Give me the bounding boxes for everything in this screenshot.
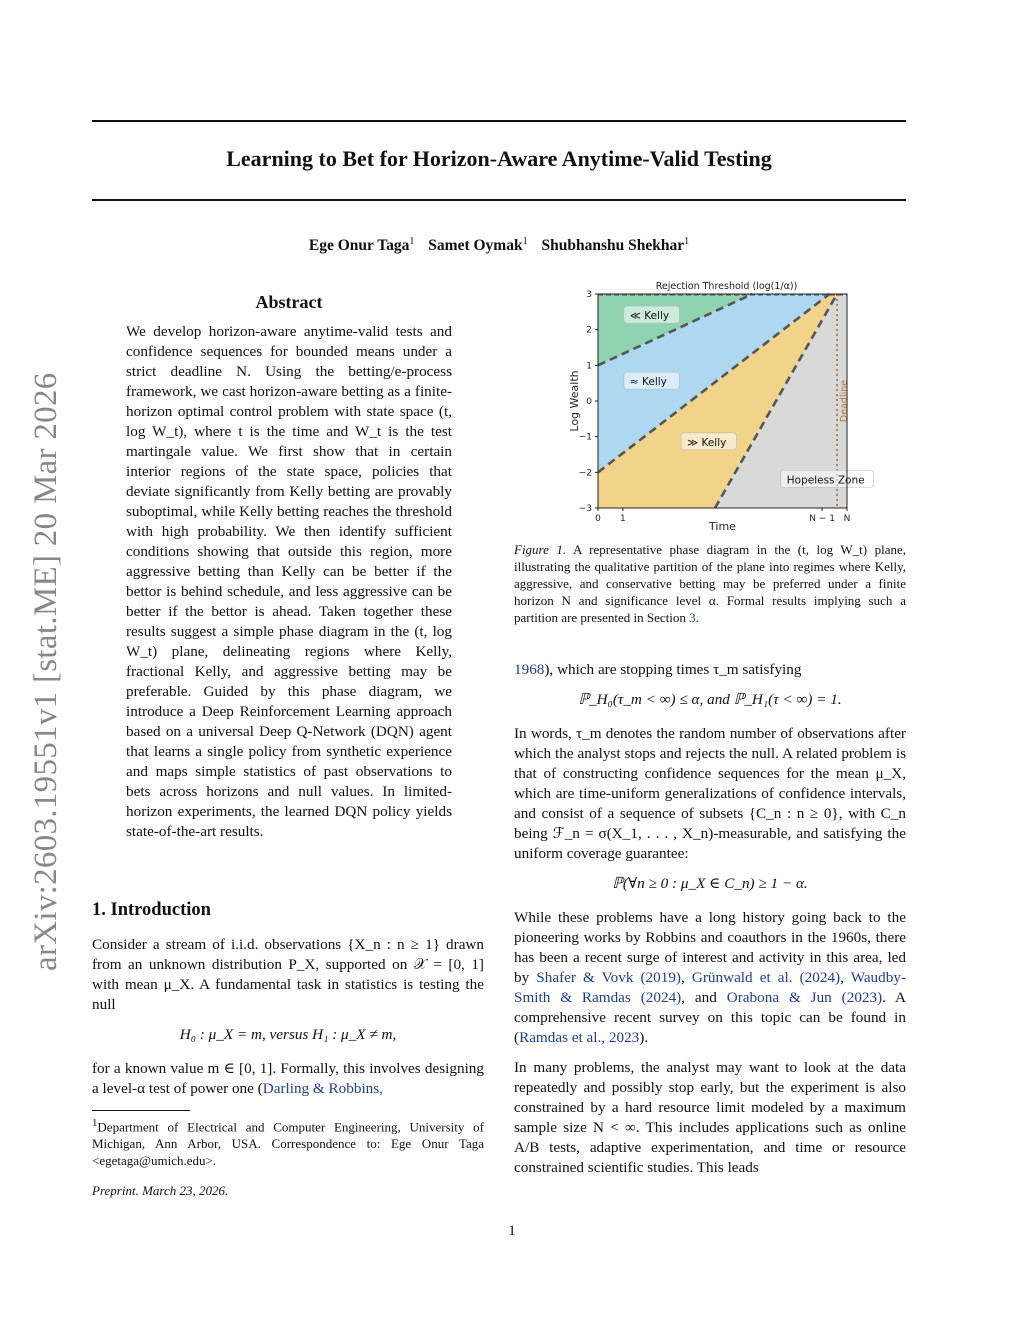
y-tick-label: 0 (586, 397, 592, 407)
x-tick-label: N − 1 (809, 514, 835, 524)
body-paragraph: In words, τ_m denotes the random number of observations after which the analyst stops and rejects the null. A related problem is that of constructing confidence sequences for the mean μ_X, which are time-uniform generalizations of confidence intervals, and consist of a sequence of subsets {C_n : n ≥ 0}, with C_n being ℱ_n = σ(X_1, . . . , X_n)-measurable, and satisfying the uniform coverage guarantee: (514, 725, 906, 862)
author-name: Ege Onur Taga (308, 237, 410, 255)
region-label: ≪ Kelly (629, 310, 670, 323)
region-label: ≫ Kelly (687, 436, 727, 449)
x-tick-label: N (843, 514, 851, 524)
author-affil: 1 (409, 236, 415, 247)
y-tick-label: 3 (586, 290, 592, 300)
citation-link[interactable]: Waudby-Smith & Ramdas (2024) (514, 969, 906, 1006)
figure-caption: Figure 1. A representative phase diagram in the (t, log W_t) plane, illustrating the qualitative partition of the plane into regimes where Kelly, aggressive, and conservative betting may be preferred under a finite horizon N and significance level α. Formal results implying such a partition are presented in Section 3. (514, 542, 906, 625)
body-paragraph: While these problems have a long history going back to the pioneering works by Robbins and coauthors in the 1960s, there has been a recent surge of interest and activity in this area, led by Shafer & Vovk (2019), Grünwald et al. (2024), Waudby-Smith & Ramdas (2024), and Orabona & Jun (2023). A comprehensive recent survey on this topic can be found in (Ramdas et al., 2023). (514, 909, 906, 1046)
threshold-label: Rejection Threshold (log(1/α)) (655, 281, 798, 292)
citation-link[interactable]: Shafer & Vovk (2019) (536, 969, 681, 986)
top-rule (92, 120, 906, 122)
citation-link[interactable]: Darling & Robbins, (262, 1080, 383, 1097)
caption-label: Figure 1. (514, 542, 567, 557)
citation-link[interactable]: 1968 (514, 661, 545, 678)
y-tick-label: −2 (578, 468, 592, 479)
caption-text: A representative phase diagram in the (t, log W_t) plane, illustrating the qualitative partition of the plane into regimes where Kelly, aggressive, and conservative betting may be preferred under a finite horizon N and significance level α. Formal results implying such a partition are presented in Section (514, 542, 906, 625)
abstract-heading: Abstract (255, 292, 323, 312)
author-name: Shubhanshu Shekhar (541, 237, 685, 255)
author-affil: 1 (522, 236, 528, 247)
x-tick-label: 1 (620, 514, 626, 524)
hypothesis-equation: H₀ : μ_X = m, versus H₁ : μ_X ≠ m, (179, 1026, 397, 1043)
y-tick-label: −3 (578, 504, 592, 514)
intro-body (92, 935, 484, 1109)
page-number: 1 (508, 1223, 516, 1239)
stopping-time-equation: ℙ_H₀(τ_m < ∞) ≤ α, and ℙ_H₁(τ < ∞) = 1. (578, 691, 842, 708)
right-column-body (514, 660, 906, 1188)
citation-link[interactable]: Ramdas et al., 2023 (519, 1029, 640, 1046)
y-axis-label: Log Wealth (568, 370, 581, 432)
section-heading: 1. Introduction (92, 900, 211, 920)
citation-link[interactable]: Orabona & Jun (2023) (726, 989, 883, 1006)
arxiv-stamp: arXiv:2603.19551v1 [stat.ME] 20 Mar 2026 (28, 372, 64, 971)
abstract-body (126, 322, 452, 842)
abstract-text: We develop horizon-aware anytime-valid tests and confidence sequences for bounded means under a strict deadline N. Using the betting/e-process framework, we cast horizon-aware betting as a finite-horizon optimal control problem with state space (t, log W_t), where t is the time and W_t is the test martingale value. We first show that in certain interior regions of the state space, policies that deviate significantly from Kelly betting are provably suboptimal, while Kelly betting reaches the threshold with high probability. We then identify sufficient conditions showing that outside this region, more aggressive betting than Kelly can be better if the bettor is behind schedule, and less aggressive can be better if the bettor is ahead. Taken together these results suggest a simple phase diagram in the (t, log W_t) plane, delineating regions where Kelly, fractional Kelly, and aggressive betting may be preferable. Guided by this phase diagram, we introduce a Deep Reinforcement Learning approach based on a universal Deep Q-Network (DQN) agent that learns a single policy from synthetic experience and maps simple statistics of past observations to bets across horizons and null values. In limited-horizon experiments, the learned DQN policy yields state-of-the-art results. (126, 323, 452, 840)
footnote-text: Department of Electrical and Computer Engineering, University of Michigan, Ann Arbor, USA. Correspondence to: Ege Onur Taga <egetaga@umich.edu>. (92, 1119, 484, 1169)
footnote-mark: 1 (92, 1117, 98, 1129)
intro-paragraph: for a known value m ∈ [0, 1]. Formally, this involves designing a level-α test of power one (Darling & Robbins, (92, 1060, 484, 1097)
body-paragraph: 1968), which are stopping times τ_m satisfying (514, 661, 802, 678)
footnote-rule (92, 1110, 190, 1111)
paper-title: Learning to Bet for Horizon-Aware Anytime-Valid Testing (226, 146, 772, 171)
citation-link[interactable]: Grünwald et al. (2024) (691, 969, 841, 986)
deadline-label: Deadline (839, 379, 851, 423)
y-tick-label: 2 (586, 325, 592, 336)
x-tick-label: 0 (595, 514, 601, 524)
title-bottom-rule (92, 199, 906, 201)
y-tick-label: −1 (578, 432, 592, 443)
footnote (92, 1115, 484, 1169)
section-ref-link[interactable]: 3 (689, 610, 696, 625)
y-tick-label: 1 (586, 361, 592, 372)
x-axis-label: Time (709, 520, 736, 533)
phase-diagram-chart (566, 281, 865, 533)
body-paragraph: In many problems, the analyst may want to look at the data repeatedly and possibly stop early, but the experiment is also constrained by a hard resource limit modeled by a maximum sample size N < ∞. This includes applications such as online A/B tests, adaptive experimentation, and time or resource constrained scientific studies. This leads (514, 1059, 906, 1176)
author-affil: 1 (684, 236, 690, 247)
intro-paragraph: Consider a stream of i.i.d. observations {X_n : n ≥ 1} drawn from an unknown distribution P_X, supported on 𝒳 = [0, 1] with mean μ_X. A fundamental task in statistics is testing the null (92, 936, 484, 1013)
region-label: Hopeless Zone (786, 474, 865, 487)
author-list (92, 236, 906, 255)
coverage-equation: ℙ(∀n ≥ 0 : μ_X ∈ C_n) ≥ 1 − α. (612, 875, 808, 892)
author-name: Samet Oymak (428, 237, 523, 255)
preprint-date: Preprint. March 23, 2026. (92, 1183, 229, 1198)
region-label: ≈ Kelly (629, 376, 667, 389)
